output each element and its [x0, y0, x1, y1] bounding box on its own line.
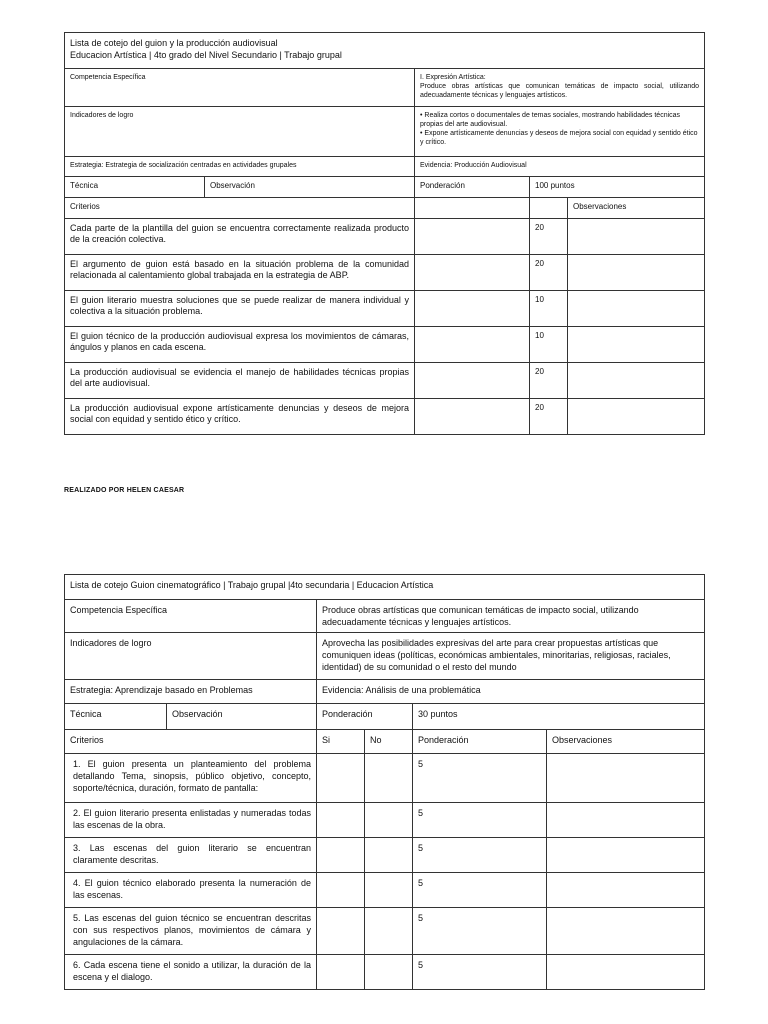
- table1-tecnica-label: Técnica: [65, 177, 205, 198]
- table-row: [65, 291, 705, 327]
- table1-competencia-cell: [415, 69, 705, 107]
- no-checkbox-cell[interactable]: [365, 803, 413, 838]
- table2-title: Lista de cotejo Guion cinematográfico | Trabajo grupal |4to secundaria | Educacion Artística: [65, 575, 705, 600]
- table1-tecnica-value: Observación: [205, 177, 415, 198]
- table2-indicadores-text: Aprovecha las posibilidades expresivas del arte para crear propuestas artísticas que comuniquen ideas (políticas, económicas ambientales, minoritarias, religiosas, raciales, identidad) de su comunidad o el resto del mundo: [317, 633, 705, 680]
- table2-no-label: No: [365, 730, 413, 754]
- table1-indicadores-label: Indicadores de logro: [65, 107, 415, 157]
- table1-competencia-label: Competencia Específica: [65, 69, 415, 107]
- table-row: [65, 803, 705, 838]
- si-checkbox-cell[interactable]: [317, 955, 365, 990]
- criterion-cell: [65, 873, 317, 908]
- criterion-cell: [65, 754, 317, 803]
- criterion-points: 10: [530, 291, 568, 327]
- criterion-text: El guion literario presenta enlistadas y numeradas todas las escenas de la obra.: [73, 808, 311, 830]
- criterion-text: La producción audiovisual se evidencia el manejo de habilidades técnicas propias del arte audiovisual.: [65, 363, 415, 399]
- criterion-points: 20: [530, 255, 568, 291]
- table1-empty-cell: [415, 198, 530, 219]
- criterion-points: 5: [413, 754, 547, 803]
- table-row: [65, 908, 705, 955]
- criterion-points: 5: [413, 873, 547, 908]
- table-row: [65, 363, 705, 399]
- no-checkbox-cell[interactable]: [365, 838, 413, 873]
- criterion-number: 1.: [73, 759, 81, 769]
- no-checkbox-cell[interactable]: [365, 873, 413, 908]
- criterion-text: Cada parte de la plantilla del guion se encuentra correctamente realizada producto de la creación colectiva.: [65, 219, 415, 255]
- table2-indicadores-label: Indicadores de logro: [65, 633, 317, 680]
- table1-empty-cell: [530, 198, 568, 219]
- table2-ponderacion-label: Ponderación: [317, 704, 413, 730]
- criterion-observation: [568, 399, 705, 435]
- criterion-number: 6.: [73, 960, 81, 970]
- criterion-points: 5: [413, 908, 547, 955]
- table1-ponderacion-value: 100 puntos: [530, 177, 705, 198]
- table-row: [65, 399, 705, 435]
- criterion-observation: [568, 327, 705, 363]
- table2-estrategia: Estrategia: Aprendizaje basado en Problemas: [65, 680, 317, 704]
- table1-indicadores-text1: • Realiza cortos o documentales de temas sociales, mostrando habilidades técnicas propias del arte audiovisual.: [420, 112, 681, 128]
- criterion-observation[interactable]: [547, 754, 705, 803]
- criterion-points: 10: [530, 327, 568, 363]
- criterion-cell: [65, 955, 317, 990]
- criterion-text: El guion literario muestra soluciones que se puede realizar de manera individual y colectiva a la situación problema.: [65, 291, 415, 327]
- criterion-points: 20: [530, 363, 568, 399]
- criterion-observation[interactable]: [547, 873, 705, 908]
- table2-ponderacion-col: Ponderación: [413, 730, 547, 754]
- checklist-table-1: [64, 32, 705, 435]
- table-row: [65, 754, 705, 803]
- criterion-empty: [415, 291, 530, 327]
- table2-tecnica-label: Técnica: [65, 704, 167, 730]
- criterion-observation: [568, 255, 705, 291]
- criterion-observation[interactable]: [547, 955, 705, 990]
- criterion-points: 20: [530, 219, 568, 255]
- criterion-text: La producción audiovisual expone artísticamente denuncias y deseos de mejora social con equidad y sentido ético y crítico.: [65, 399, 415, 435]
- criterion-points: 5: [413, 803, 547, 838]
- criterion-empty: [415, 255, 530, 291]
- table2-competencia-label: Competencia Específica: [65, 600, 317, 633]
- criterion-number: 5.: [73, 913, 81, 923]
- criterion-text: El guion técnico elaborado presenta la numeración de las escenas.: [73, 878, 311, 900]
- criterion-observation[interactable]: [547, 908, 705, 955]
- table2-criterios-label: Criterios: [65, 730, 317, 754]
- table1-competencia-text: Produce obras artísticas que comunican temáticas de impacto social, utilizando adecuadamente técnicas y lenguajes artísticos.: [420, 83, 700, 99]
- criterion-cell: [65, 908, 317, 955]
- criterion-number: 3.: [73, 843, 81, 853]
- table1-title-line1: Lista de cotejo del guion y la producción audiovisual: [70, 38, 278, 48]
- criterion-text: El guion presenta un planteamiento del problema detallando Tema, sinopsis, público objetivo, concepto, soporte/técnica, duración, formato de pantalla:: [73, 759, 311, 793]
- table-row: [65, 255, 705, 291]
- criterion-empty: [415, 363, 530, 399]
- table-row: [65, 955, 705, 990]
- table2-observaciones-label: Observaciones: [547, 730, 705, 754]
- table2-evidencia: Evidencia: Análisis de una problemática: [317, 680, 705, 704]
- criterion-empty: [415, 219, 530, 255]
- criterion-points: 20: [530, 399, 568, 435]
- table1-estrategia: Estrategia: Estrategia de socialización centradas en actividades grupales: [65, 157, 415, 177]
- criterion-number: 4.: [73, 878, 81, 888]
- table2-tecnica-value: Observación: [167, 704, 317, 730]
- author-credit: REALIZADO POR HELEN CAESAR: [64, 487, 185, 494]
- criterion-empty: [415, 327, 530, 363]
- criterion-cell: [65, 838, 317, 873]
- table-row: [65, 219, 705, 255]
- si-checkbox-cell[interactable]: [317, 873, 365, 908]
- si-checkbox-cell[interactable]: [317, 838, 365, 873]
- no-checkbox-cell[interactable]: [365, 908, 413, 955]
- si-checkbox-cell[interactable]: [317, 754, 365, 803]
- criterion-text: Las escenas del guion técnico se encuentran descritas con sus respectivos planos, movimientos de cámara y angulaciones de la cámara.: [73, 913, 311, 947]
- table1-observaciones-label: Observaciones: [568, 198, 705, 219]
- table-row: [65, 327, 705, 363]
- table1-title-line2: Educacion Artística | 4to grado del Nivel Secundario | Trabajo grupal: [70, 50, 342, 60]
- criterion-observation[interactable]: [547, 803, 705, 838]
- checklist-table-2: [64, 574, 705, 990]
- table-row: [65, 873, 705, 908]
- criterion-text: El guion técnico de la producción audiovisual expresa los movimientos de cámaras, ángulos y planos en cada escena.: [65, 327, 415, 363]
- criterion-points: 5: [413, 955, 547, 990]
- table1-indicadores-text2: • Expone artísticamente denuncias y deseos de mejora social con equidad y sentido ético y crítico.: [420, 130, 698, 146]
- table1-ponderacion-label: Ponderación: [415, 177, 530, 198]
- criterion-points: 5: [413, 838, 547, 873]
- table2-si-label: Si: [317, 730, 365, 754]
- table2-ponderacion-value: 30 puntos: [413, 704, 705, 730]
- criterion-empty: [415, 399, 530, 435]
- criterion-observation: [568, 291, 705, 327]
- criterion-observation: [568, 363, 705, 399]
- criterion-text: El argumento de guion está basado en la situación problema de la comunidad relacionada al calentamiento global trabajada en la estrategia de ABP.: [65, 255, 415, 291]
- si-checkbox-cell[interactable]: [317, 803, 365, 838]
- criterion-text: Las escenas del guion literario se encuentran claramente descritas.: [73, 843, 311, 865]
- table1-indicadores-cell: [415, 107, 705, 157]
- table2-competencia-text: Produce obras artísticas que comunican temáticas de impacto social, utilizando adecuadamente técnicas y lenguajes artísticos.: [317, 600, 705, 633]
- table1-criterios-label: Criterios: [65, 198, 415, 219]
- criterion-observation: [568, 219, 705, 255]
- si-checkbox-cell[interactable]: [317, 908, 365, 955]
- table1-evidencia: Evidencia: Producción Audiovisual: [415, 157, 705, 177]
- no-checkbox-cell[interactable]: [365, 754, 413, 803]
- criterion-number: 2.: [73, 808, 81, 818]
- criterion-observation[interactable]: [547, 838, 705, 873]
- criterion-cell: [65, 803, 317, 838]
- criterion-text: Cada escena tiene el sonido a utilizar, la duración de la escena y el dialogo.: [73, 960, 311, 982]
- table1-competencia-title: I. Expresión Artística:: [420, 74, 486, 81]
- no-checkbox-cell[interactable]: [365, 955, 413, 990]
- table-row: [65, 838, 705, 873]
- table1-title: [65, 33, 705, 69]
